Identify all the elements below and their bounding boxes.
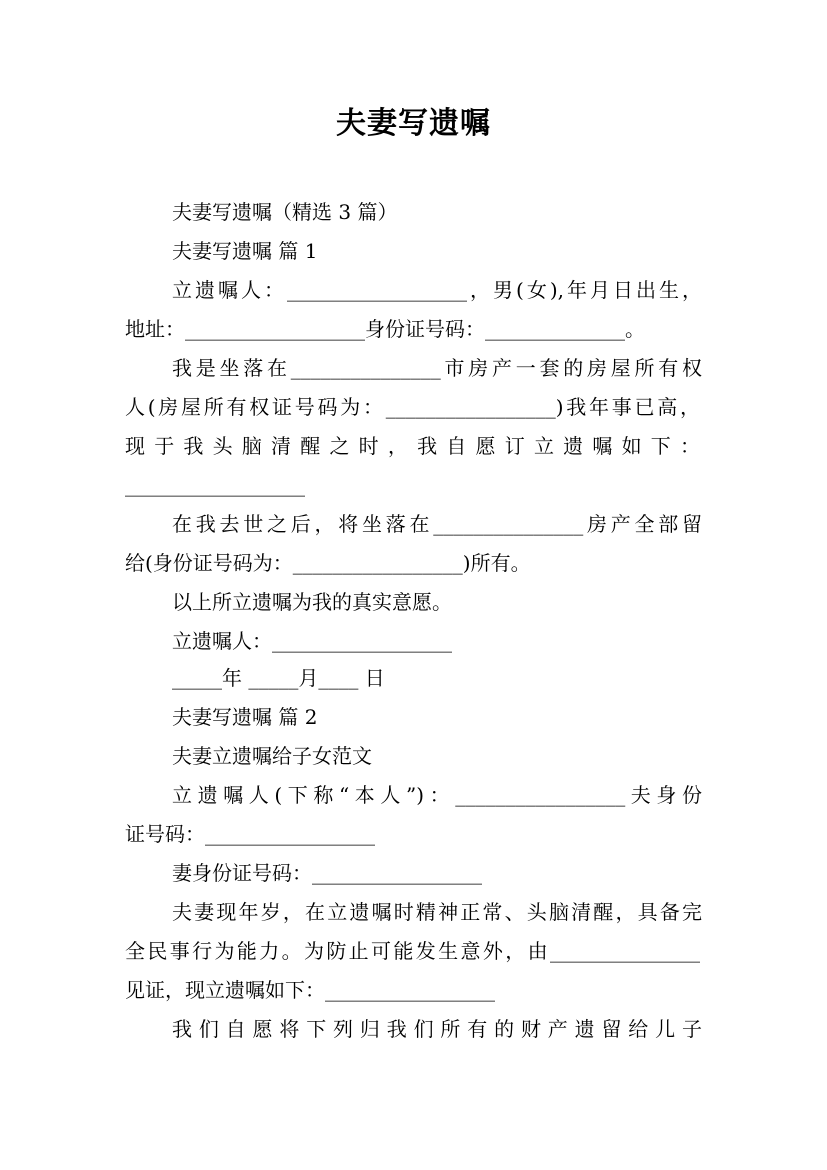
document-title: 夫妻写遗嘱 xyxy=(336,106,491,141)
paragraph-line: 夫妻现年岁，在立遗嘱时精神正常、头脑清醒，具备完 xyxy=(172,900,702,924)
paragraph-line: 我是坐落在_______________市房产一套的房屋所有权 xyxy=(172,356,702,380)
paragraph-line: 立遗嘱人：__________________，男(女),年月日出生， xyxy=(172,278,702,302)
paragraph-line: 给(身份证号码为：_________________)所有。 xyxy=(125,551,531,575)
date-line: _____年 _____月____ 日 xyxy=(172,666,385,690)
signature-line: 立遗嘱人：__________________ xyxy=(172,629,452,653)
paragraph-line: 地址：__________________身份证号码：______________。 xyxy=(125,317,645,341)
paragraph-line: 我 们 自 愿 将 下 列 归 我 们 所 有 的 财 产 遗 留 给 儿 子 xyxy=(172,1017,702,1041)
paragraph-line: 全民事行为能力。为防止可能发生意外，由_______________ xyxy=(125,939,700,963)
paragraph-line: 见证，现立遗嘱如下：_________________ xyxy=(125,978,495,1002)
subtitle-selection: 夫妻写遗嘱（精选 3 篇） xyxy=(172,200,398,224)
paragraph-line: 以上所立遗嘱为我的真实意愿。 xyxy=(172,590,452,614)
paragraph-line: 立遗嘱人(下称“本人”)：_________________夫身份 xyxy=(172,783,702,807)
section-heading-2: 夫妻写遗嘱 篇 2 xyxy=(172,705,318,729)
paragraph-line: 妻身份证号码：_________________ xyxy=(172,861,482,885)
paragraph-line: 证号码：_________________ xyxy=(125,822,375,846)
paragraph-line: 现 于 我 头 脑 清 醒 之 时 ， 我 自 愿 订 立 遗 嘱 如 下 ： xyxy=(125,434,700,458)
section-subheading: 夫妻立遗嘱给子女范文 xyxy=(172,744,372,768)
paragraph-line: 人(房屋所有权证号码为：_________________)我年事已高， xyxy=(125,395,700,419)
blank-line: __________________ xyxy=(125,473,305,497)
paragraph-line: 在我去世之后，将坐落在_______________房产全部留 xyxy=(172,512,702,536)
section-heading-1: 夫妻写遗嘱 篇 1 xyxy=(172,239,318,263)
